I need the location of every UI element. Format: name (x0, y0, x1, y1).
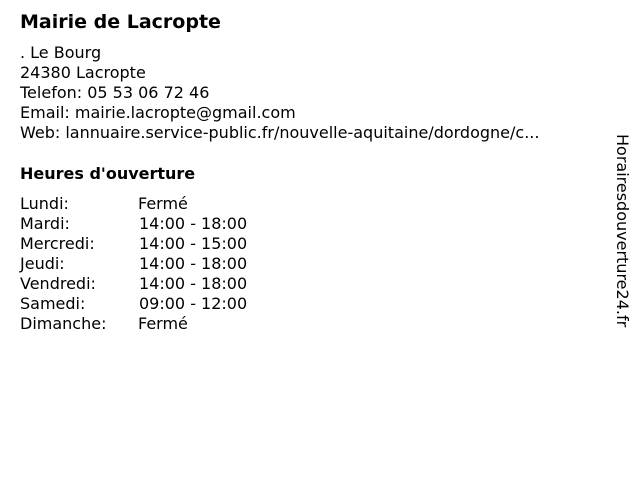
day-hours: Fermé (138, 314, 188, 333)
phone-number[interactable]: 05 53 06 72 46 (87, 83, 210, 102)
day-hours: 14:00 - 15:00 (139, 234, 248, 253)
day-label: Mardi: (20, 214, 70, 233)
address-city: 24380 Lacropte (20, 63, 146, 82)
web-link[interactable]: lannuaire.service-public.fr/nouvelle-aquitaine/dordogne/c... (65, 123, 540, 142)
phone-label: Telefon: (20, 83, 88, 102)
phone-line (20, 83, 595, 103)
hours-heading: Heures d'ouverture (20, 164, 196, 183)
web-label: Web: (20, 123, 66, 142)
day-hours: 14:00 - 18:00 (139, 274, 248, 293)
email-link[interactable]: mairie.lacropte@gmail.com (74, 103, 296, 122)
address-street: . Le Bourg (20, 43, 102, 62)
day-label: Samedi: (20, 294, 86, 313)
email-label: Email: (20, 103, 75, 122)
day-hours: 14:00 - 18:00 (139, 214, 248, 233)
day-label: Mercredi: (20, 234, 95, 253)
day-label: Lundi: (20, 194, 69, 213)
day-label: Vendredi: (20, 274, 96, 293)
email-line (20, 103, 595, 123)
day-hours: 09:00 - 12:00 (139, 294, 248, 313)
day-label: Jeudi: (20, 254, 65, 273)
contact-block (20, 43, 595, 143)
day-label: Dimanche: (20, 314, 107, 333)
day-hours: 14:00 - 18:00 (139, 254, 248, 273)
day-hours: Fermé (138, 194, 188, 213)
page-title: Mairie de Lacropte (20, 11, 221, 33)
web-line (20, 123, 595, 143)
site-brand-label: Horairesdouverture24.fr (613, 134, 632, 328)
